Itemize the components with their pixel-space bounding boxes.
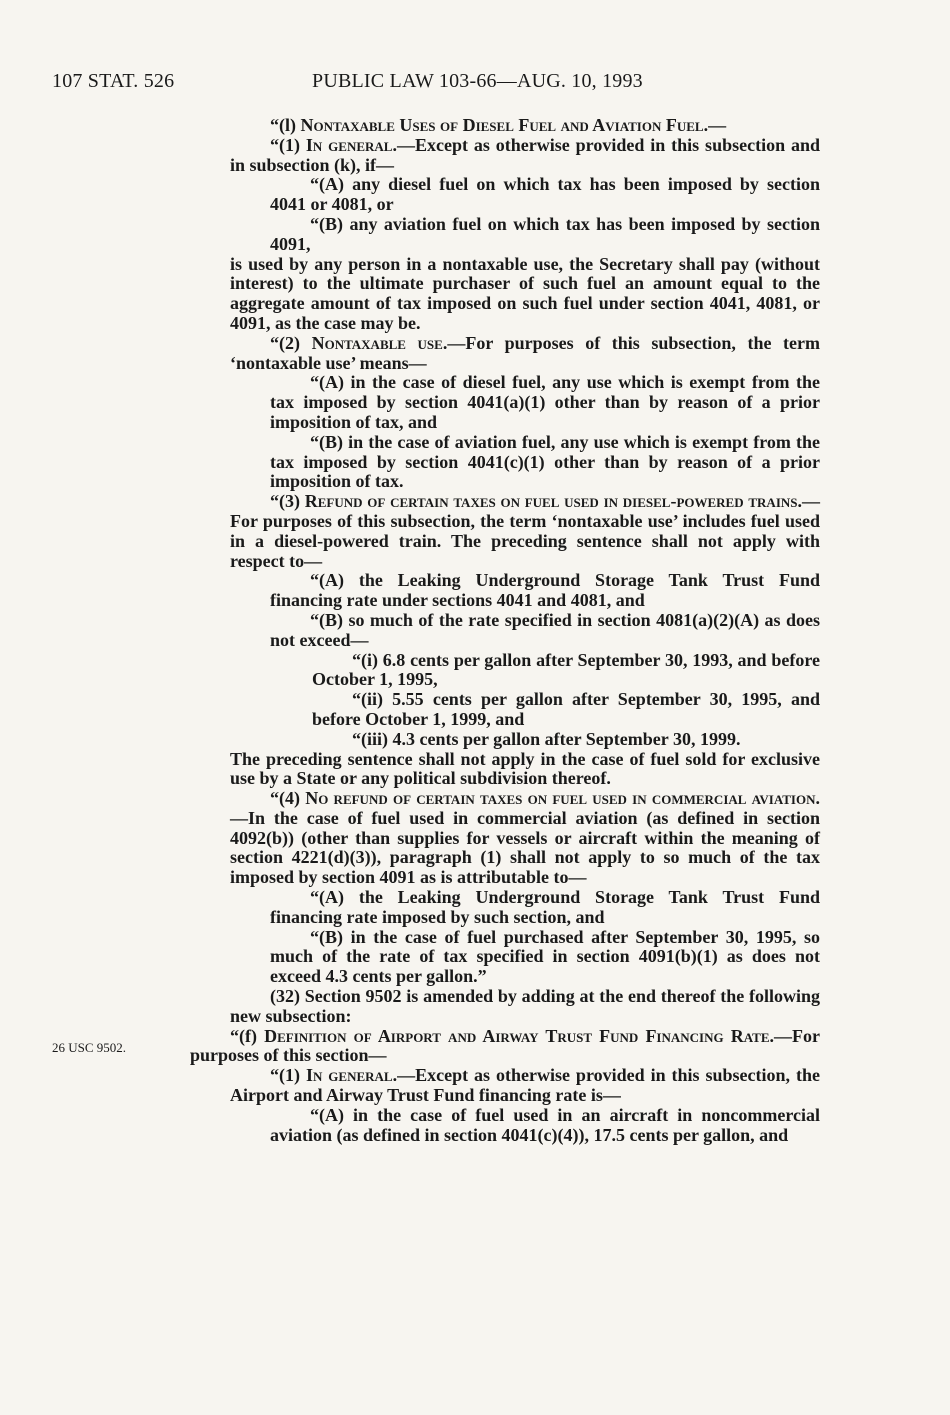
- paragraph-1: [230, 136, 820, 176]
- paragraph-3-b: “(B) so much of the rate specified in section 4081(a)(2)(A) as does not exceed—: [270, 609, 820, 650]
- para-caption: In general: [305, 134, 393, 155]
- paragraph-3-a: “(A) the Leaking Underground Storage Tank Trust Fund financing rate under sections 4041 and 4081, and: [270, 570, 820, 611]
- paragraph-4: [230, 789, 820, 888]
- para-lead: “(l): [270, 115, 301, 135]
- paragraph-2: [230, 334, 820, 374]
- paragraph-3-b-ii: “(ii) 5.55 cents per gallon after September 30, 1995, and before October 1, 1999, and: [312, 689, 820, 729]
- paragraph-2-b: “(B) in the case of aviation fuel, any use which is exempt from the tax imposed by section 4041(c)(1) other than by reason of a prior imposition of tax.: [270, 431, 820, 492]
- paragraph-4-b: “(B) in the case of fuel purchased after September 30, 1995, so much of the rate of tax specified in section 4091(b)(1) as does not exceed 4.3 cents per gallon.”: [270, 926, 820, 987]
- para-lead: “(f): [230, 1025, 265, 1046]
- paragraph-4-a: “(A) the Leaking Underground Storage Tank Trust Fund financing rate imposed by such section, and: [270, 887, 820, 927]
- paragraph-3-b-iii: “(iii) 4.3 cents per gallon after September 30, 1999.: [352, 728, 741, 749]
- para-text: .—For purposes of this subsection, the term ‘nontaxable use’ includes fuel used in a diesel-powered train. The preceding sentence shall not apply with respect to—: [230, 491, 820, 571]
- para-lead: “(3): [270, 491, 305, 512]
- para-text: .—: [703, 115, 727, 135]
- para-caption: Refund of certain taxes on fuel used in diesel-powered trains: [304, 491, 798, 512]
- paragraph-3-b-i: “(i) 6.8 cents per gallon after September 30, 1993, and before October 1, 1995,: [312, 649, 820, 690]
- para-lead: “(1): [270, 1065, 306, 1086]
- para-caption: No refund of certain taxes on fuel used in commercial aviation: [305, 788, 816, 809]
- subsection-f-paragraph-1-a: “(A) in the case of fuel used in an aircraft in noncommercial aviation (as defined in section 4041(c)(4)), 17.5 cents per gallon, and: [270, 1104, 820, 1145]
- paragraph-1-b: “(B) any aviation fuel on which tax has been imposed by section 4091,: [270, 213, 820, 254]
- amendment-32: (32) Section 9502 is amended by adding at the end thereof the following new subsection:: [230, 986, 820, 1026]
- subsection-f-heading: [190, 1027, 820, 1067]
- paragraph-2-a: “(A) in the case of diesel fuel, any use which is exempt from the tax imposed by section 4041(a)(1) other than by reason of a prior imposition of tax, and: [270, 372, 820, 432]
- para-lead: “(1): [270, 134, 306, 155]
- para-text: .—Except as otherwise provided in this subsection, the Airport and Airway Trust Fund financing rate is—: [230, 1065, 820, 1106]
- para-lead: “(4): [270, 788, 306, 809]
- statute-body: [190, 115, 820, 1145]
- paragraph-1-a: “(A) any diesel fuel on which tax has been imposed by section 4041 or 4081, or: [270, 174, 820, 215]
- para-caption: Definition of Airport and Airway Trust Fund Financing Rate: [264, 1025, 770, 1046]
- paragraph-1-continuation: is used by any person in a nontaxable use, the Secretary shall pay (without interest) to the ultimate purchaser of such fuel an amount equal to the aggregate amount of tax imposed on such fuel under section 4041, 4081, or 4091, as the case may be.: [230, 253, 820, 333]
- para-text: .—Except as otherwise provided in this subsection and in subsection (k), if—: [230, 134, 820, 175]
- stat-page-reference: 107 STAT. 526: [52, 70, 175, 92]
- para-text: .—For purposes of this subsection, the term ‘nontaxable use’ means—: [230, 332, 820, 373]
- running-header-title: PUBLIC LAW 103-66—AUG. 10, 1993: [312, 70, 643, 92]
- paragraph-3: [230, 492, 820, 571]
- para-caption: Nontaxable use: [311, 332, 443, 353]
- para-caption: Nontaxable Uses of Diesel Fuel and Aviation Fuel: [300, 115, 704, 135]
- margin-citation: 26 USC 9502.: [52, 1040, 127, 1055]
- para-text: .—For purposes of this section—: [190, 1025, 820, 1066]
- para-lead: “(2): [270, 332, 312, 353]
- paragraph-3-continuation: The preceding sentence shall not apply in the case of fuel sold for exclusive use by a State or any political subdivision thereof.: [230, 748, 820, 789]
- para-text: .—In the case of fuel used in commercial aviation (as defined in section 4092(b)) (other than supplies for vessels or aircraft within the meaning of section 4221(d)(3)), paragraph (1) shall not apply to so much of the tax imposed by section 4091 as is attributable to—: [230, 788, 820, 888]
- subsection-l-heading: [230, 116, 820, 136]
- para-caption: In general: [305, 1065, 393, 1086]
- subsection-f-paragraph-1: [230, 1066, 820, 1106]
